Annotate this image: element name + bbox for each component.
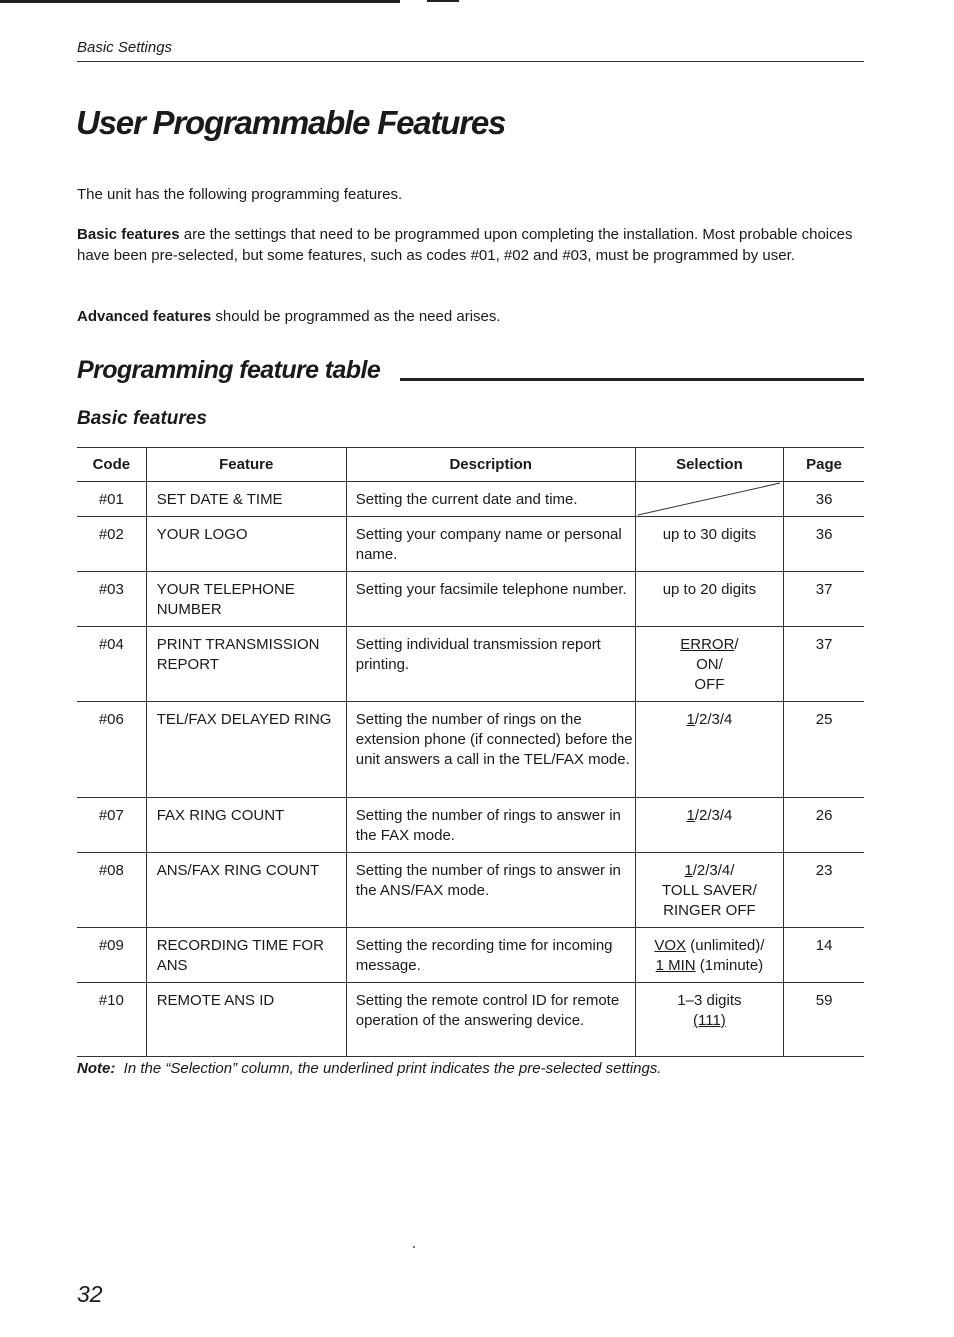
cell-description: Setting the number of rings to answer in the ANS/FAX mode. — [346, 853, 635, 928]
option-rest: (1minute) — [695, 957, 764, 974]
preselected-part: 1 — [686, 807, 695, 824]
table-body — [77, 482, 864, 1057]
table-note — [77, 1060, 661, 1077]
selection-option: ON/ — [696, 656, 723, 673]
table-row — [77, 482, 864, 517]
cell-page: 36 — [784, 517, 864, 572]
cell-code: #01 — [77, 482, 146, 517]
cell-feature: FAX RING COUNT — [146, 798, 346, 853]
cell-selection — [635, 983, 784, 1057]
cell-feature: SET DATE & TIME — [146, 482, 346, 517]
cell-feature: TEL/FAX DELAYED RING — [146, 702, 346, 798]
cell-code: #10 — [77, 983, 146, 1057]
selection-option — [636, 1011, 784, 1031]
cell-selection — [635, 702, 784, 798]
option-rest: /2/3/4 — [694, 711, 733, 728]
cell-description: Setting the remote control ID for remote operation of the answering device. — [346, 983, 635, 1057]
advanced-features-text: should be programmed as the need arises. — [211, 308, 501, 325]
advanced-features-paragraph — [77, 306, 857, 327]
option-rest: /2/3/4 — [694, 807, 733, 824]
page-title: User Programmable Features — [76, 104, 506, 141]
intro-paragraph: The unit has the following programming features. — [77, 186, 403, 203]
header-description: Description — [346, 448, 635, 482]
cell-feature: ANS/FAX RING COUNT — [146, 853, 346, 928]
sub-title: Basic features — [77, 408, 207, 429]
cell-feature: RECORDING TIME FOR ANS — [146, 928, 346, 983]
cell-feature: REMOTE ANS ID — [146, 983, 346, 1057]
cell-description: Setting the current date and time. — [346, 482, 635, 517]
speck — [413, 1246, 415, 1248]
table-row — [77, 853, 864, 928]
basic-features-text: are the settings that need to be programmed upon completing the installation. Most probable choices have been pre-selected, but some features, such as codes #01, #02 and #03, must be programmed by user. — [77, 226, 853, 264]
cell-description: Setting the number of rings to answer in the FAX mode. — [346, 798, 635, 853]
table-row — [77, 572, 864, 627]
selection-option — [636, 861, 784, 881]
cell-selection — [635, 482, 784, 517]
top-edge-rule-short — [427, 0, 459, 2]
selection-option: up to 20 digits — [662, 581, 757, 598]
preselected-part: (111) — [693, 1012, 726, 1029]
header-selection: Selection — [635, 448, 784, 482]
cell-feature: YOUR TELEPHONE NUMBER — [146, 572, 346, 627]
selection-option: 1–3 digits — [677, 992, 742, 1009]
cell-code: #03 — [77, 572, 146, 627]
cell-code: #04 — [77, 627, 146, 702]
note-lead: Note: — [77, 1060, 116, 1077]
preselected-part: VOX — [654, 937, 687, 954]
note-text: In the “Selection” column, the underlined print indicates the pre-selected settings. — [123, 1060, 662, 1077]
cell-code: #06 — [77, 702, 146, 798]
table-row — [77, 798, 864, 853]
cell-code: #02 — [77, 517, 146, 572]
running-head-rule — [77, 61, 864, 62]
cell-description: Setting individual transmission report printing. — [346, 627, 635, 702]
section-title-rule — [400, 378, 864, 381]
cell-description: Setting the recording time for incoming message. — [346, 928, 635, 983]
basic-features-paragraph — [77, 224, 857, 266]
advanced-features-lead: Advanced features — [77, 308, 212, 325]
diagonal-line — [638, 483, 780, 515]
cell-page: 59 — [784, 983, 864, 1057]
cell-selection — [635, 853, 784, 928]
top-edge-rule — [0, 0, 400, 3]
option-rest: (unlimited)/ — [686, 937, 765, 954]
cell-selection — [635, 572, 784, 627]
cell-page: 37 — [784, 572, 864, 627]
preselected-part: 1 — [684, 862, 693, 879]
cell-description: Setting the number of rings on the extension phone (if connected) before the unit answers a call in the TEL/FAX mode. — [346, 702, 635, 798]
running-head: Basic Settings — [77, 39, 173, 56]
cell-feature: PRINT TRANSMISSION REPORT — [146, 627, 346, 702]
table-row — [77, 517, 864, 572]
selection-option — [636, 635, 784, 655]
basic-features-lead: Basic features — [77, 226, 180, 243]
preselected-part: ERROR — [680, 636, 735, 653]
header-feature: Feature — [146, 448, 346, 482]
selection-option: up to 30 digits — [662, 526, 757, 543]
table-row — [77, 627, 864, 702]
table-row — [77, 983, 864, 1057]
preselected-part: 1 MIN — [655, 957, 696, 974]
cell-selection — [635, 798, 784, 853]
preselected-part: 1 — [686, 711, 695, 728]
selection-option: OFF — [694, 676, 725, 693]
feature-table — [77, 447, 864, 1057]
table-row — [77, 928, 864, 983]
option-rest: / — [734, 636, 739, 653]
cell-page: 26 — [784, 798, 864, 853]
cell-page: 14 — [784, 928, 864, 983]
not-applicable-diagonal — [636, 482, 782, 516]
cell-description: Setting your facsimile telephone number. — [346, 572, 635, 627]
table-header-row — [77, 448, 864, 482]
cell-description: Setting your company name or personal name. — [346, 517, 635, 572]
selection-option — [636, 956, 784, 976]
selection-option: RINGER OFF — [663, 902, 756, 919]
table-row — [77, 702, 864, 798]
cell-selection — [635, 517, 784, 572]
cell-code: #08 — [77, 853, 146, 928]
selection-option — [636, 710, 784, 730]
selection-option — [636, 936, 784, 956]
page-number: 32 — [77, 1281, 103, 1307]
selection-option: TOLL SAVER/ — [662, 882, 757, 899]
cell-page: 23 — [784, 853, 864, 928]
header-page: Page — [784, 448, 864, 482]
cell-page: 37 — [784, 627, 864, 702]
option-rest: /2/3/4/ — [692, 862, 735, 879]
cell-code: #07 — [77, 798, 146, 853]
cell-feature: YOUR LOGO — [146, 517, 346, 572]
cell-selection — [635, 928, 784, 983]
selection-option — [636, 806, 784, 826]
cell-selection — [635, 627, 784, 702]
cell-code: #09 — [77, 928, 146, 983]
cell-page: 36 — [784, 482, 864, 517]
cell-page: 25 — [784, 702, 864, 798]
header-code: Code — [77, 448, 146, 482]
section-title: Programming feature table — [77, 356, 384, 385]
